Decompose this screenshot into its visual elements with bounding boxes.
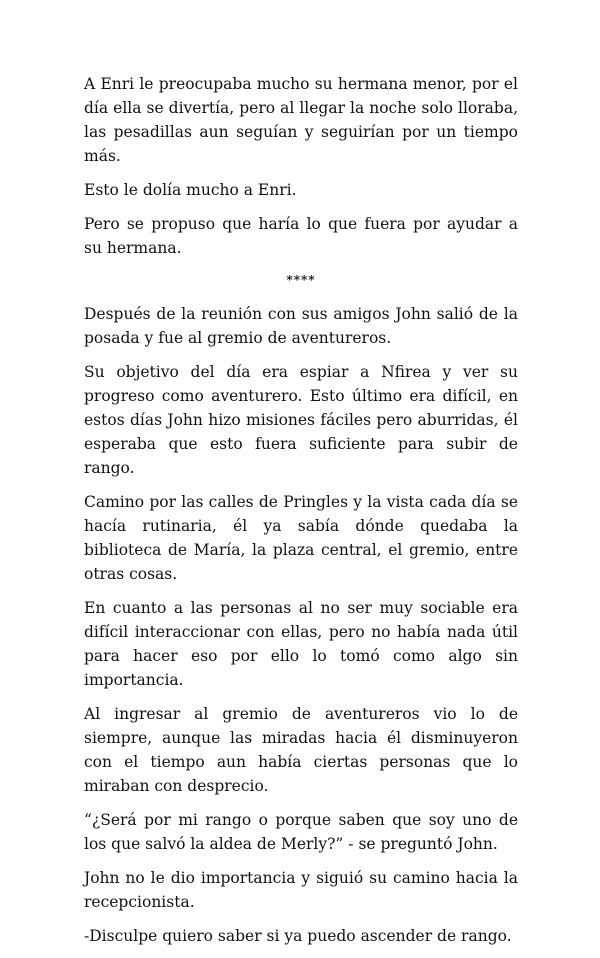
paragraph: Esto le dolía mucho a Enri. bbox=[84, 181, 297, 199]
paragraph: John no le dio importancia y siguió su camino hacia la recepcionista. bbox=[84, 869, 518, 911]
paragraph: A Enri le preocupaba mucho su hermana menor, por el día ella se divertía, pero al llegar la noche solo lloraba, las pesadillas aun seguían y seguirían por un tiempo más. bbox=[84, 75, 518, 165]
paragraph: Pero se propuso que haría lo que fuera por ayudar a su hermana. bbox=[84, 215, 518, 257]
paragraph: -Disculpe quiero saber si ya puedo ascender de rango. bbox=[84, 927, 512, 945]
paragraph: Su objetivo del día era espiar a Nfirea y ver su progreso como aventurero. Esto último era difícil, en estos días John hizo misiones fáciles pero aburridas, él esperaba que esto fuera suficiente para subir de rango. bbox=[84, 363, 518, 477]
section-separator: **** bbox=[286, 273, 316, 287]
document-page bbox=[84, 72, 518, 958]
paragraph: Después de la reunión con sus amigos John salió de la posada y fue al gremio de aventureros. bbox=[84, 305, 518, 347]
paragraph: Al ingresar al gremio de aventureros vio lo de siempre, aunque las miradas hacia él disminuyeron con el tiempo aun había ciertas personas que lo miraban con desprecio. bbox=[84, 705, 518, 795]
paragraph: Camino por las calles de Pringles y la vista cada día se hacía rutinaria, él ya sabía dónde quedaba la biblioteca de María, la plaza central, el gremio, entre otras cosas. bbox=[84, 493, 518, 583]
paragraph: “¿Será por mi rango o porque saben que soy uno de los que salvó la aldea de Merly?” - se preguntó John. bbox=[84, 811, 518, 853]
paragraph: En cuanto a las personas al no ser muy sociable era difícil interaccionar con ellas, pero no había nada útil para hacer eso por ello lo tomó como algo sin importancia. bbox=[84, 599, 518, 689]
